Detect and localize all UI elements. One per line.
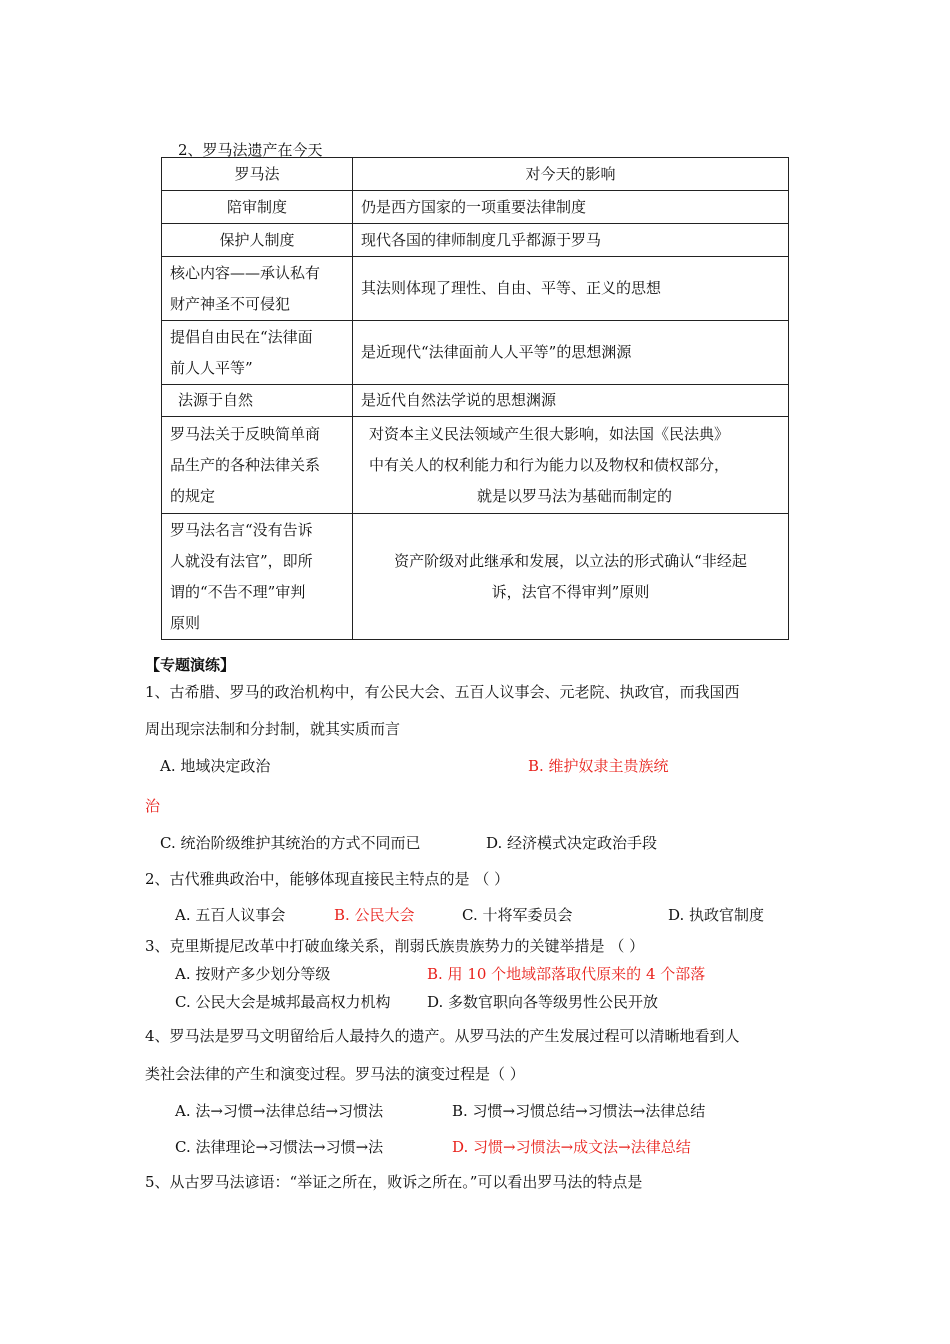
practice-title: 【专题演练】 (145, 656, 236, 674)
table-cell: 其法则体现了理性、自由、平等、正义的思想 (353, 257, 789, 321)
table-row (162, 321, 789, 385)
section-title: 2、罗马法遗产在今天 (178, 141, 323, 159)
table-header: 罗马法 (162, 158, 353, 191)
cell-line: 中有关人的权利能力和行为能力以及物权和债权部分， (369, 455, 730, 474)
question-2-stem: 2、古代雅典政治中，能够体现直接民主特点的是 （ ） (145, 870, 510, 888)
question-3-option-b: B. 用 10 个地域部落取代原来的 4 个部落 (427, 965, 706, 983)
cell-line: 财产神圣不可侵犯 (170, 294, 291, 313)
cell-line: 诉，法官不得审判”原则 (491, 582, 650, 601)
table-cell (162, 257, 353, 321)
cell-line: 罗马法名言“没有告诉 (170, 520, 313, 539)
question-3-option-c: C. 公民大会是城邦最高权力机构 (175, 993, 391, 1011)
cell-line: 提倡自由民在“法律面 (170, 327, 313, 346)
question-1-option-b-wrap: 治 (145, 797, 161, 815)
question-3-stem: 3、克里斯提尼改革中打破血缘关系，削弱氏族贵族势力的关键举措是 （ ） (145, 937, 645, 955)
question-4-stem: 4、罗马法是罗马文明留给后人最持久的遗产。从罗马法的产生发展过程可以清晰地看到人 (145, 1027, 740, 1045)
table-cell: 是近现代“法律面前人人平等”的思想渊源 (353, 321, 789, 385)
question-5-stem: 5、从古罗马法谚语：“举证之所在，败诉之所在。”可以看出罗马法的特点是 (145, 1173, 643, 1191)
table-cell: 仍是西方国家的一项重要法律制度 (353, 191, 789, 224)
question-3-option-d: D. 多数官职向各等级男性公民开放 (427, 993, 659, 1011)
question-1-stem: 1、古希腊、罗马的政治机构中，有公民大会、五百人议事会、元老院、执政官，而我国西 (145, 683, 740, 701)
cell-line: 资产阶级对此继承和发展，以立法的形式确认“非经起 (394, 551, 747, 570)
question-1-option-b: B. 维护奴隶主贵族统 (528, 757, 669, 775)
question-4-option-a: A. 法→习惯→法律总结→习惯法 (175, 1102, 384, 1120)
question-4-option-c: C. 法律理论→习惯法→习惯→法 (175, 1138, 384, 1156)
table-cell (353, 417, 789, 514)
table-cell (162, 417, 353, 514)
cell-line: 罗马法关于反映简单商 (170, 424, 321, 443)
cell-line: 人就没有法官”，即所 (170, 551, 313, 570)
table-row (162, 257, 789, 321)
cell-line: 谓的“不告不理”审判 (170, 582, 306, 601)
table-row (162, 191, 789, 224)
cell-line: 核心内容——承认私有 (170, 263, 321, 282)
table-header: 对今天的影响 (353, 158, 789, 191)
question-4-option-d: D. 习惯→习惯法→成文法→法律总结 (452, 1138, 691, 1156)
table-cell: 保护人制度 (162, 224, 353, 257)
question-1-option-c: C. 统治阶级维护其统治的方式不同而已 (160, 834, 421, 852)
table-cell: 陪审制度 (162, 191, 353, 224)
table-cell: 法源于自然 (162, 385, 353, 417)
table-cell: 现代各国的律师制度几乎都源于罗马 (353, 224, 789, 257)
question-4-stem: 类社会法律的产生和演变过程。罗马法的演变过程是（ ） (145, 1065, 525, 1083)
question-3-option-a: A. 按财产多少划分等级 (175, 965, 331, 983)
table-cell (162, 514, 353, 640)
cell-line: 前人人平等” (170, 358, 253, 377)
table-cell (353, 514, 789, 640)
table-header-row (162, 158, 789, 191)
table-cell (162, 321, 353, 385)
question-2-option-a: A. 五百人议事会 (175, 906, 286, 924)
question-2-option-b: B. 公民大会 (334, 906, 415, 924)
table-row (162, 224, 789, 257)
question-4-option-b: B. 习惯→习惯总结→习惯法→法律总结 (452, 1102, 706, 1120)
cell-line: 就是以罗马法为基础而制定的 (476, 486, 672, 505)
question-1-option-d: D. 经济模式决定政治手段 (486, 834, 658, 852)
cell-line: 对资本主义民法领域产生很大影响，如法国《民法典》 (369, 424, 730, 443)
question-2-option-d: D. 执政官制度 (668, 906, 765, 924)
table-cell: 是近代自然法学说的思想渊源 (353, 385, 789, 417)
table-row (162, 417, 789, 514)
table-row (162, 514, 789, 640)
question-1-option-a: A. 地域决定政治 (160, 757, 271, 775)
question-2-option-c: C. 十将军委员会 (462, 906, 573, 924)
table-row (162, 385, 789, 417)
cell-line: 的规定 (170, 486, 216, 505)
cell-line: 原则 (170, 613, 201, 632)
cell-line: 品生产的各种法律关系 (170, 455, 321, 474)
roman-law-table (161, 157, 789, 640)
question-1-stem: 周出现宗法制和分封制，就其实质而言 (145, 720, 401, 738)
